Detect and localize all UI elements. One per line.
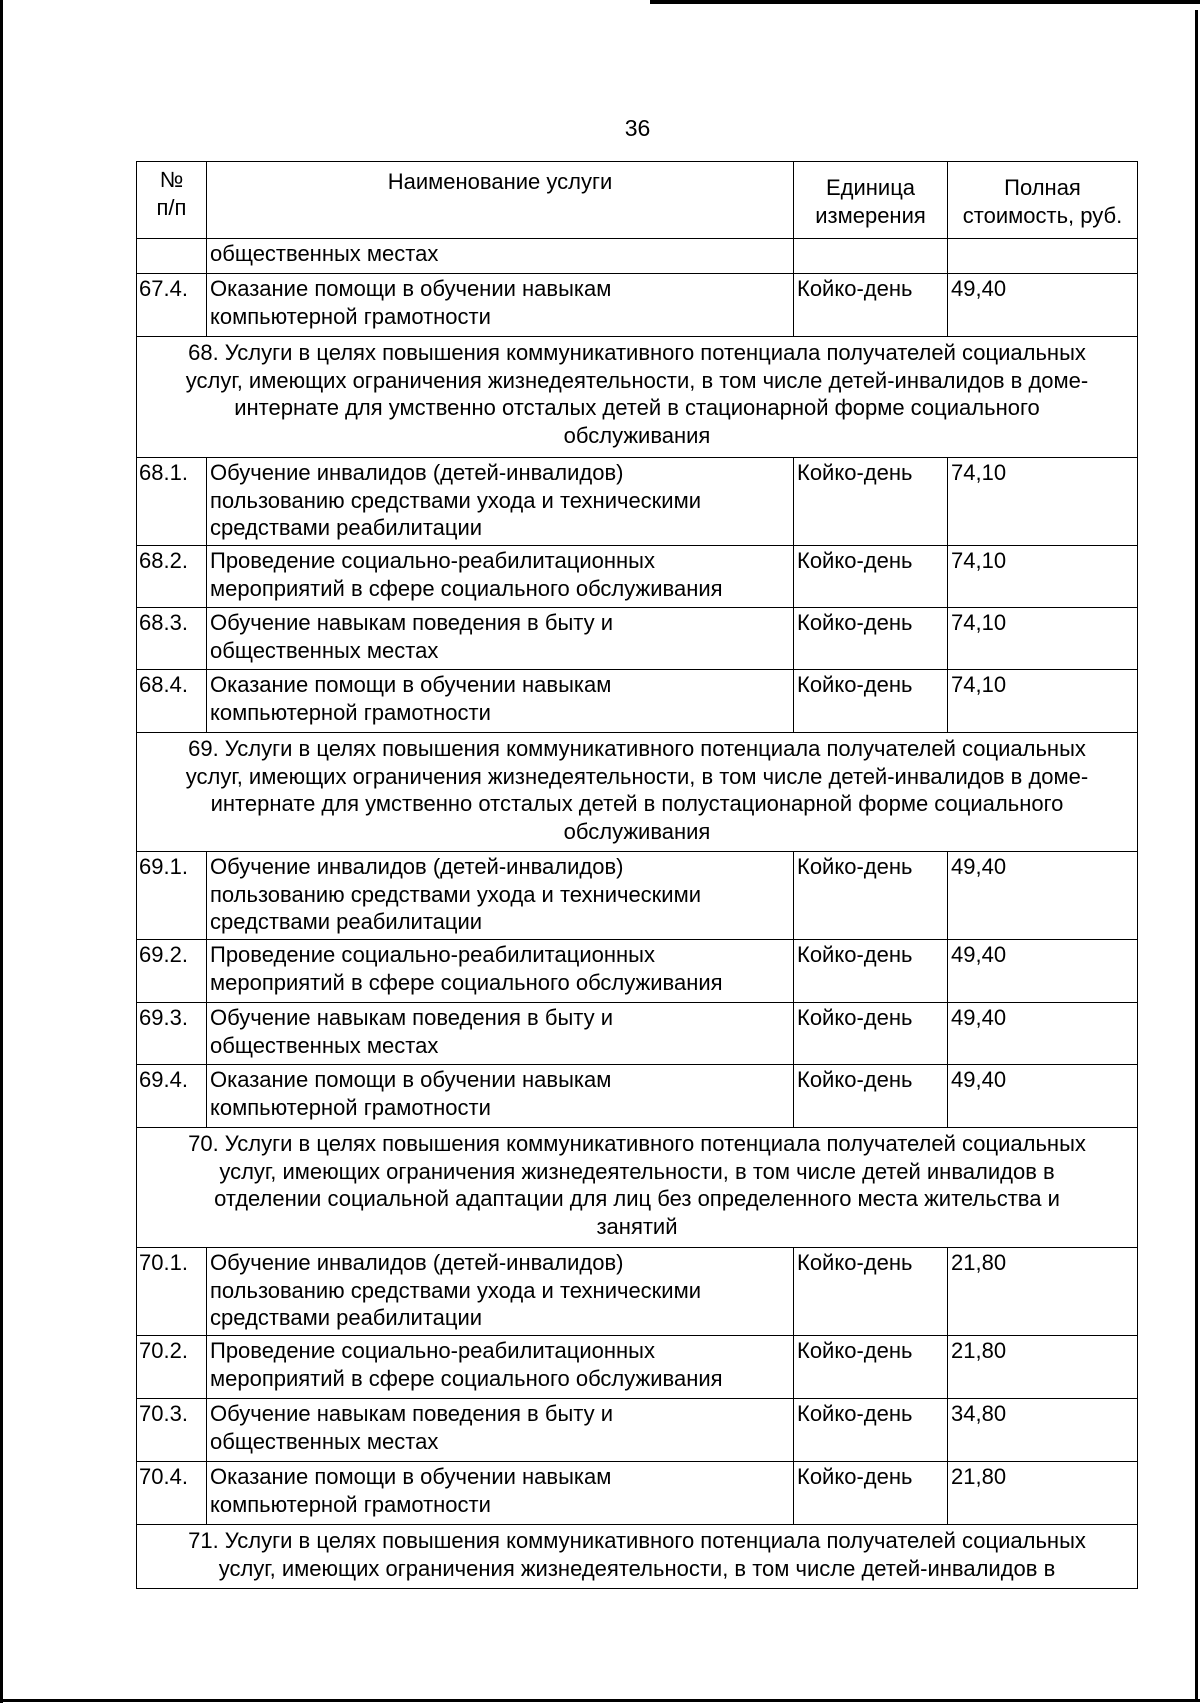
service-name-line: мероприятий в сфере социального обслуживания: [210, 969, 723, 995]
service-name-line: Обучение навыкам поведения в быту и: [210, 1005, 613, 1030]
service-cost-text: 49,40: [951, 854, 1007, 879]
service-name-line: Проведение социально-реабилитационных: [210, 942, 655, 967]
service-name-line: средствами реабилитации: [210, 909, 483, 934]
service-unit-text: Койко-день: [797, 610, 913, 635]
service-number: [137, 1065, 207, 1128]
service-unit: [794, 1336, 948, 1399]
service-number: [137, 852, 207, 940]
section-heading-row: [137, 337, 1138, 458]
service-cost: [948, 940, 1138, 1003]
service-cost: [948, 852, 1138, 940]
service-number: [137, 1248, 207, 1336]
header-name: [207, 162, 794, 239]
service-row: [137, 274, 1138, 337]
service-name-line: Проведение социально-реабилитационных: [210, 1338, 655, 1363]
service-name: [207, 239, 794, 274]
service-cost: [948, 1462, 1138, 1525]
service-row: [137, 670, 1138, 733]
service-name: [207, 1462, 794, 1525]
service-cost-text: 74,10: [951, 548, 1007, 573]
service-number-text: 70.3.: [139, 1401, 188, 1426]
service-name: [207, 1336, 794, 1399]
section-heading: [137, 337, 1138, 458]
header-num-line: №: [159, 167, 184, 192]
service-unit-text: Койко-день: [797, 942, 913, 967]
service-number: [137, 274, 207, 337]
service-name-line: Обучение навыкам поведения в быту и: [210, 610, 613, 635]
header-unit-line: Единица: [825, 175, 916, 200]
service-unit-text: Койко-день: [797, 460, 913, 485]
section-heading-row: [137, 1525, 1138, 1589]
scan-border-right: [1195, 10, 1198, 1700]
service-cost-text: 34,80: [951, 1401, 1007, 1426]
section-heading-line: интернате для умственно отсталых детей в стационарной форме социального: [234, 395, 1040, 420]
service-row: [137, 1336, 1138, 1399]
scan-border-bottom: [0, 1699, 1200, 1702]
service-name-line: Обучение инвалидов (детей-инвалидов): [210, 460, 624, 485]
service-name-line: общественных местах: [210, 1032, 439, 1058]
header-cost-line: Полная: [1004, 175, 1081, 200]
service-row: [137, 458, 1138, 546]
service-number: [137, 940, 207, 1003]
services-price-table: [136, 161, 1138, 1589]
service-name: [207, 670, 794, 733]
service-cost-text: 49,40: [951, 1067, 1007, 1092]
service-cost: [948, 1065, 1138, 1128]
service-unit: [794, 852, 948, 940]
service-unit-text: Койко-день: [797, 1338, 913, 1363]
service-unit: [794, 1003, 948, 1065]
service-cost: [948, 274, 1138, 337]
service-name-line: Обучение инвалидов (детей-инвалидов): [210, 1250, 624, 1275]
section-heading: [137, 1525, 1138, 1589]
service-name: [207, 274, 794, 337]
service-name: [207, 1248, 794, 1336]
service-number-text: 68.1.: [139, 460, 188, 485]
service-row: [137, 1462, 1138, 1525]
service-name: [207, 546, 794, 608]
service-number-text: 68.4.: [139, 672, 188, 697]
service-number-text: 69.1.: [139, 854, 188, 879]
section-heading-row: [137, 1128, 1138, 1248]
service-cost: [948, 670, 1138, 733]
service-name-line: компьютерной грамотности: [210, 303, 491, 329]
service-name-line: Оказание помощи в обучении навыкам: [210, 276, 612, 301]
header-cost: [948, 162, 1138, 239]
service-name: [207, 1065, 794, 1128]
service-unit-text: Койко-день: [797, 672, 913, 697]
service-unit: [794, 940, 948, 1003]
section-heading-row: [137, 733, 1138, 852]
section-heading-line: 69. Услуги в целях повышения коммуникативного потенциала получателей социальных: [188, 736, 1086, 761]
header-name-line: Наименование услуги: [387, 169, 613, 194]
service-row: [137, 1248, 1138, 1336]
service-number: [137, 239, 207, 274]
service-row: [137, 546, 1138, 608]
service-number: [137, 608, 207, 670]
service-number-text: 68.3.: [139, 610, 188, 635]
service-unit-text: Койко-день: [797, 1464, 913, 1489]
service-unit-text: Койко-день: [797, 1250, 913, 1275]
service-unit: [794, 1248, 948, 1336]
service-name-line: средствами реабилитации: [210, 515, 483, 540]
service-unit: [794, 458, 948, 546]
service-name-line: пользованию средствами ухода и техническими: [210, 881, 702, 907]
service-row: [137, 852, 1138, 940]
scan-border-left: [0, 0, 3, 1703]
scan-border-top: [650, 0, 1200, 4]
section-heading-line: интернате для умственно отсталых детей в полустационарной форме социального: [210, 791, 1064, 816]
service-unit: [794, 274, 948, 337]
section-heading-line: занятий: [596, 1213, 678, 1239]
service-cost-text: 21,80: [951, 1250, 1007, 1275]
service-number: [137, 670, 207, 733]
section-heading-line: 70. Услуги в целях повышения коммуникативного потенциала получателей социальных: [188, 1131, 1086, 1156]
service-name: [207, 458, 794, 546]
service-unit: [794, 546, 948, 608]
service-name-line: общественных местах: [210, 241, 439, 266]
service-number: [137, 458, 207, 546]
service-name-line: Оказание помощи в обучении навыкам: [210, 672, 612, 697]
service-number-text: 67.4.: [139, 276, 188, 301]
service-cost-text: 21,80: [951, 1464, 1007, 1489]
service-row: [137, 239, 1138, 274]
service-number: [137, 1399, 207, 1462]
service-number-text: 70.1.: [139, 1250, 188, 1275]
service-number-text: 68.2.: [139, 548, 188, 573]
header-unit: [794, 162, 948, 239]
service-cost-text: 21,80: [951, 1338, 1007, 1363]
section-heading-line: отделении социальной адаптации для лиц без определенного места жительства и: [214, 1186, 1060, 1211]
service-cost-text: 49,40: [951, 276, 1007, 301]
service-row: [137, 608, 1138, 670]
table-header-row: [137, 162, 1138, 239]
header-cost-line: стоимость, руб.: [962, 202, 1123, 228]
section-heading-line: услуг, имеющих ограничения жизнедеятельности, в том числе детей-инвалидов в доме-: [185, 763, 1089, 789]
service-name-line: общественных местах: [210, 637, 439, 663]
service-cost-text: 74,10: [951, 610, 1007, 635]
service-unit: [794, 1399, 948, 1462]
service-cost: [948, 1399, 1138, 1462]
service-row: [137, 940, 1138, 1003]
service-number-text: 69.4.: [139, 1067, 188, 1092]
section-heading: [137, 1128, 1138, 1248]
service-unit: [794, 670, 948, 733]
service-unit: [794, 1462, 948, 1525]
service-cost-text: 49,40: [951, 942, 1007, 967]
service-row: [137, 1399, 1138, 1462]
service-cost: [948, 608, 1138, 670]
section-heading-line: обслуживания: [563, 818, 711, 844]
service-name-line: пользованию средствами ухода и техническими: [210, 1277, 702, 1303]
service-unit-text: Койко-день: [797, 1005, 913, 1030]
service-number-text: 69.3.: [139, 1005, 188, 1030]
section-heading: [137, 733, 1138, 852]
service-cost: [948, 546, 1138, 608]
service-row: [137, 1065, 1138, 1128]
service-unit-text: Койко-день: [797, 854, 913, 879]
service-name-line: мероприятий в сфере социального обслуживания: [210, 1365, 723, 1391]
service-unit-text: Койко-день: [797, 1401, 913, 1426]
service-number-text: 70.4.: [139, 1464, 188, 1489]
service-name: [207, 1003, 794, 1065]
section-heading-line: услуг, имеющих ограничения жизнедеятельности, в том числе детей инвалидов в: [219, 1158, 1055, 1184]
service-name-line: Оказание помощи в обучении навыкам: [210, 1067, 612, 1092]
service-name-line: Обучение инвалидов (детей-инвалидов): [210, 854, 624, 879]
service-cost: [948, 458, 1138, 546]
table-body: [137, 239, 1138, 1589]
service-name: [207, 1399, 794, 1462]
header-num: [137, 162, 207, 239]
service-unit: [794, 1065, 948, 1128]
service-cost: [948, 1336, 1138, 1399]
service-name-line: Оказание помощи в обучении навыкам: [210, 1464, 612, 1489]
service-name-line: пользованию средствами ухода и техническими: [210, 487, 702, 513]
service-name-line: компьютерной грамотности: [210, 1094, 491, 1120]
service-cost-text: 74,10: [951, 460, 1007, 485]
section-heading-line: услуг, имеющих ограничения жизнедеятельности, в том числе детей-инвалидов в: [218, 1555, 1056, 1581]
service-number: [137, 1462, 207, 1525]
service-name: [207, 852, 794, 940]
service-cost-text: 74,10: [951, 672, 1007, 697]
service-cost: [948, 239, 1138, 274]
service-name-line: Проведение социально-реабилитационных: [210, 548, 655, 573]
service-number-text: 70.2.: [139, 1338, 188, 1363]
service-name-line: Обучение навыкам поведения в быту и: [210, 1401, 613, 1426]
page-number: 36: [624, 115, 651, 141]
service-number-text: 69.2.: [139, 942, 188, 967]
section-heading-line: 71. Услуги в целях повышения коммуникативного потенциала получателей социальных: [188, 1528, 1086, 1553]
service-name: [207, 608, 794, 670]
service-number: [137, 546, 207, 608]
service-unit-text: Койко-день: [797, 548, 913, 573]
service-unit: [794, 608, 948, 670]
service-name-line: средствами реабилитации: [210, 1305, 483, 1330]
section-heading-line: услуг, имеющих ограничения жизнедеятельности, в том числе детей-инвалидов в доме-: [185, 367, 1089, 393]
service-cost: [948, 1248, 1138, 1336]
service-unit: [794, 239, 948, 274]
header-num-line: п/п: [156, 194, 187, 220]
service-number: [137, 1336, 207, 1399]
service-unit-text: Койко-день: [797, 1067, 913, 1092]
service-number: [137, 1003, 207, 1065]
service-name-line: компьютерной грамотности: [210, 1491, 491, 1517]
service-name-line: мероприятий в сфере социального обслуживания: [210, 575, 723, 601]
service-name-line: компьютерной грамотности: [210, 699, 491, 725]
service-unit-text: Койко-день: [797, 276, 913, 301]
section-heading-line: 68. Услуги в целях повышения коммуникативного потенциала получателей социальных: [188, 340, 1086, 365]
service-cost: [948, 1003, 1138, 1065]
service-name-line: общественных местах: [210, 1428, 439, 1454]
service-name: [207, 940, 794, 1003]
service-cost-text: 49,40: [951, 1005, 1007, 1030]
service-row: [137, 1003, 1138, 1065]
section-heading-line: обслуживания: [563, 422, 711, 448]
header-unit-line: измерения: [815, 202, 926, 228]
